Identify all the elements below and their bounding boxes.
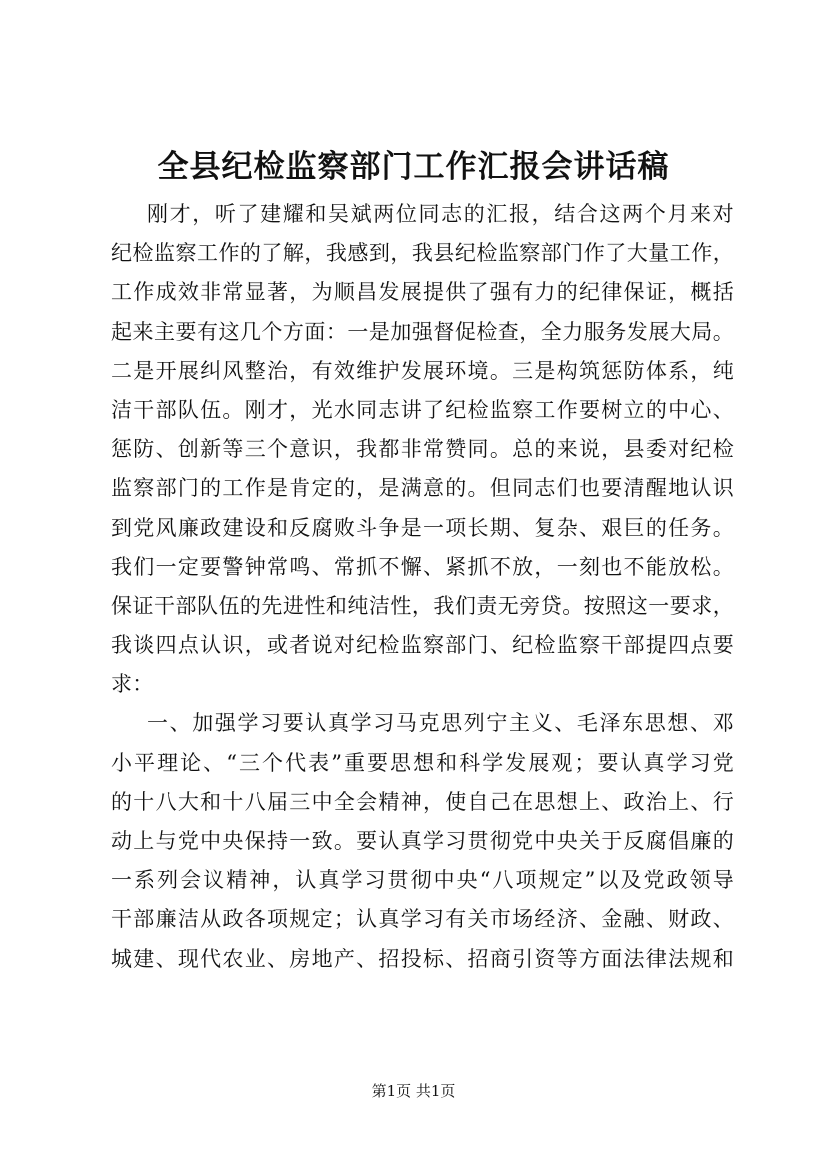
- body-line: 保证干部队伍的先进性和纯洁性，我们责无旁贷。按照这一要求，: [111, 593, 734, 618]
- document-title: 全县纪检监察部门工作汇报会讲话稿: [157, 149, 670, 185]
- body-line: 动上与党中央保持一致。要认真学习贯彻党中央关于反腐倡廉的: [111, 829, 734, 853]
- body-line: 到党风廉政建设和反腐败斗争是一项长期、复杂、艰巨的任务。: [111, 515, 734, 540]
- body-line: 我们一定要警钟常鸣、常抓不懈、紧抓不放，一刻也不能放松。: [111, 554, 734, 579]
- body-line: 城建、现代农业、房地产、招投标、招商引资等方面法律法规和: [111, 946, 734, 971]
- body-line: 小平理论、“三个代表”重要思想和科学发展观；要认真学习党: [111, 750, 734, 775]
- body-line: 的十八大和十八届三中全会精神，使自己在思想上、政治上、行: [111, 789, 734, 814]
- page-footer: 第1页 共1页: [371, 1082, 456, 1100]
- body-line: 二是开展纠风整治，有效维护发展环境。三是构筑惩防体系，纯: [111, 358, 734, 383]
- body-line: 洁干部队伍。刚才，光水同志讲了纪检监察工作要树立的中心、: [111, 397, 734, 422]
- body-line: 一、加强学习要认真学习马克思列宁主义、毛泽东思想、邓: [147, 711, 734, 736]
- body-line: 干部廉洁从政各项规定；认真学习有关市场经济、金融、财政、: [111, 907, 734, 932]
- document-body: [111, 195, 734, 979]
- body-line: 监察部门的工作是肯定的，是满意的。但同志们也要清醒地认识: [111, 476, 734, 501]
- body-line: 求：: [111, 672, 154, 697]
- body-line: 惩防、创新等三个意识，我都非常赞同。总的来说，县委对纪检: [111, 437, 734, 462]
- body-line: 起来主要有这几个方面：一是加强督促检查，全力服务发展大局。: [111, 319, 734, 344]
- body-line: 刚才，听了建耀和吴斌两位同志的汇报，结合这两个月来对: [147, 202, 734, 226]
- body-line: 我谈四点认识，或者说对纪检监察部门、纪检监察干部提四点要: [111, 633, 734, 658]
- body-line: 一系列会议精神，认真学习贯彻中央“八项规定”以及党政领导: [111, 868, 734, 893]
- body-line: 工作成效非常显著，为顺昌发展提供了强有力的纪律保证，概括: [111, 280, 734, 305]
- body-line: 纪检监察工作的了解，我感到，我县纪检监察部门作了大量工作，: [111, 241, 734, 266]
